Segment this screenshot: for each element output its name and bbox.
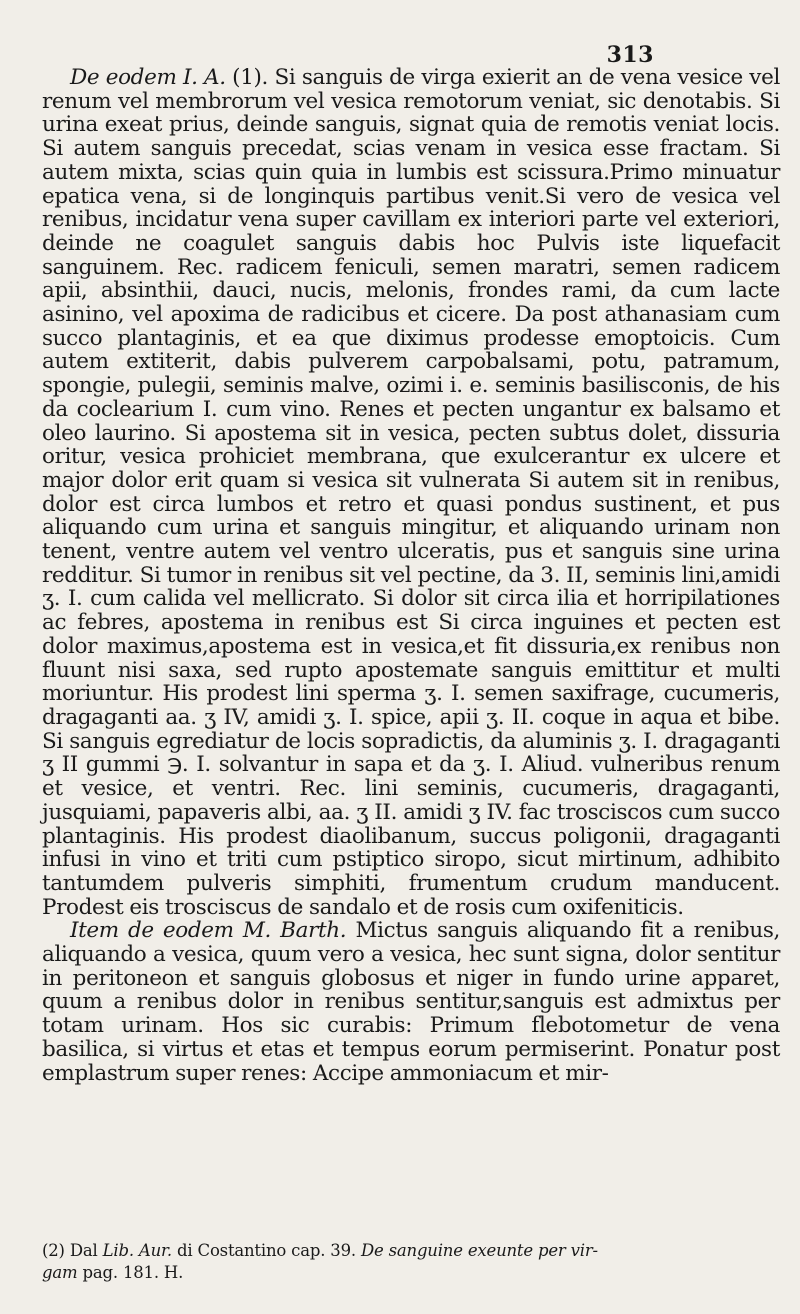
paragraph-1-body: Si sanguis de virga exierit an de vena vesice vel renum vel membrorum vel vesica remotorum veniat, sic denotabis. Si urina exeat prius, deinde sanguis, signat quia de remotis veniat locis. Si autem sanguis precedat, scias venam in vesica esse fractam. Si autem mixta, scias quin quia in lumbis est scissura.Primo minuatur epatica vena, si de longinquis partibus venit.Si vero de vesica vel renibus, incidatur vena super cavillam ex interiori parte vel exteriori, deinde ne coagulet sanguis dabis hoc Pulvis iste liquefacit sanguinem. Rec. radicem feniculi, semen maratri, semen radicem apii, absinthii, dauci, nucis, melonis, frondes rami, da cum lacte asinino, vel apoxima de radicibus et cicere. Da post athanasiam cum succo plantaginis, et ea que diximus prodesse emoptoicis. Cum autem extiterit, dabis pulverem carpobalsami, potu, patramum, spongie, pulegii, seminis malve, ozimi i. e. seminis basilisconis, de his da coclearium I. cum vino. Renes et pecten ungantur ex balsamo et oleo laurino. Si apostema sit in vesica, pecten subtus dolet, dissuria oritur, vesica prohiciet membrana, que exulcerantur ex ulcere et major dolor erit quam si vesica sit vulnerata Si autem sit in renibus, dolor est circa lumbos et retro et quasi pondus sustinent, et pus aliquando cum urina et sanguis mingitur, et aliquando urinam non tenent, ventre autem vel ventro ulceratis, pus et sanguis sine urina redditur. Si tumor in renibus sit vel pectine, da 3. II, seminis lini,amidi ʒ. I. cum calida vel mellicrato. Si dolor sit circa ilia et horripilationes ac febres, apostema in renibus est Si circa inguines et pecten est dolor maximus,apostema est in vesica,et fit dissuria,ex renibus non fluunt nisi saxa, sed rupto apostemate sanguis emittitur et multi moriuntur. His prodest lini sperma ʒ. I. semen saxifrage, cucumeris, dragaganti aa. ʒ IV, amidi ʒ. I. spice, apii ʒ. II. coque in aqua et bibe. Si sanguis egrediatur de locis sopradictis, da aluminis ʒ. I. dragaganti ʒ II gummi ℈. I. solvantur in sapa et da ʒ. I. Aliud. vulneribus renum et vesice, et ventri. Rec. lini seminis, cucumeris, dragaganti, jusquiami, papaveris albi, aa. ʒ II. amidi ʒ IV. fac trosciscos cum succo plantaginis. His prodest diaolibanum, succus poligonii, dragaganti infusi in vino et triti cum pstiptico siropo, sicut mirtinum, adhibito tantumdem pulveris simphiti, frumentum crudum manducent. Prodest eis trosciscus de sandalo et de rosis cum oxifeniticis. [42,65,780,920]
footnote-line-2 [42,1262,770,1284]
paragraph-2-lead: Item de eodem M. Barth. [70,918,347,944]
paragraph-1 [42,66,780,919]
page-number: 313 [606,42,654,68]
footnote-reference: (1). [232,65,269,90]
paragraph-1-lead: De eodem I. A. [70,65,226,90]
footnote-mid: di Costantino cap. 39. [177,1241,356,1260]
paragraph-2 [42,919,780,1085]
main-text [42,66,780,1085]
footnote-marker: (2) [42,1241,65,1260]
footnote-source: Lib. Aur. [102,1241,172,1260]
footnote [42,1240,770,1284]
footnote-title-2: gam [42,1263,78,1282]
footnote-line-1 [42,1240,770,1262]
footnote-pre: Dal [69,1241,98,1260]
footnote-title-1: De sanguine exeunte per vir- [360,1241,598,1260]
paragraph-2-body: Mictus sanguis aliquando fit a renibus, aliquando a vesica, quum vero a vesica, hec sunt signa, dolor sentitur in peritoneon et sanguis globosus et niger in fundo urine apparet, quum a renibus dolor in renibus sentitur,sanguis est admixtus per totam urinam. Hos sic curabis: Primum flebotometur de vena basilica, si virtus et etas et tempus eorum permiserint. Ponatur post emplastrum super renes: Accipe ammoniacum et mir- [42,918,780,1086]
footnote-post: pag. 181. H. [82,1263,184,1282]
